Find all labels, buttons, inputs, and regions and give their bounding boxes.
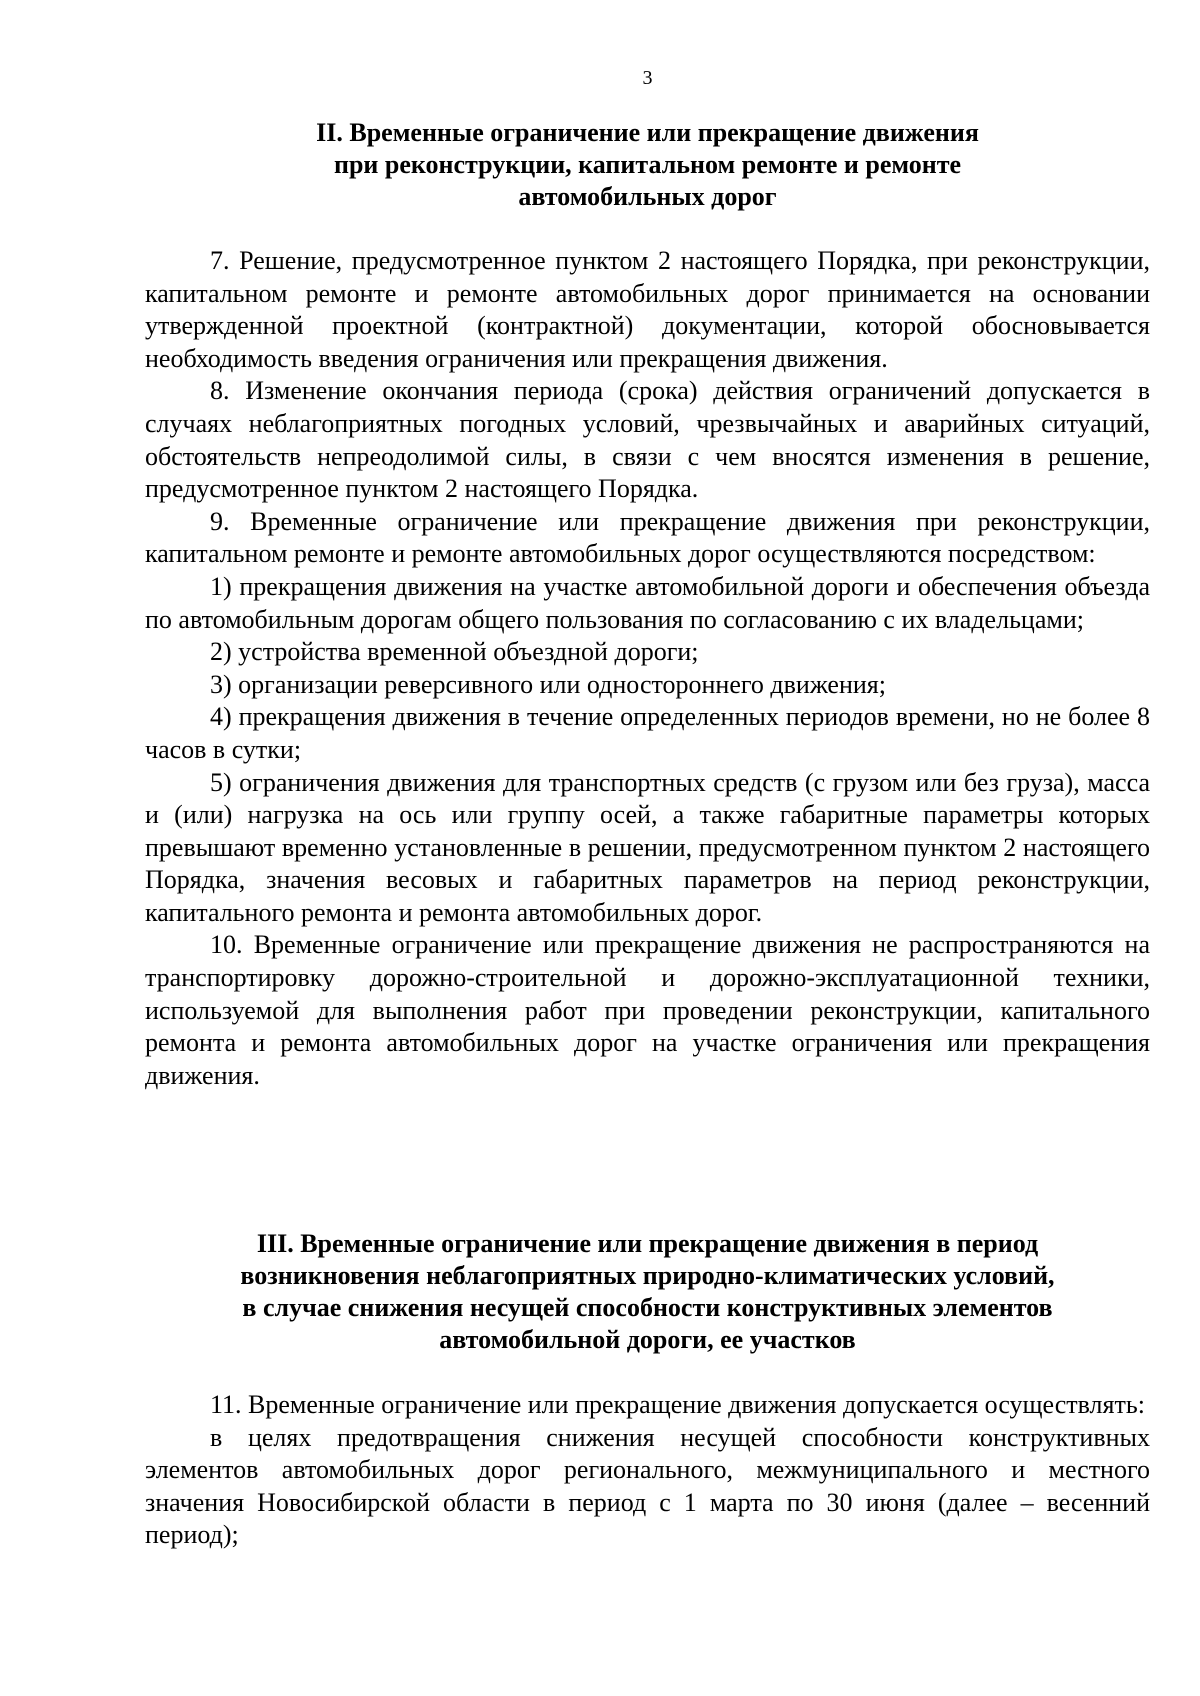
section-3-heading-line: автомобильной дороги, ее участков	[439, 1325, 856, 1354]
section-3-heading-line: в случае снижения несущей способности конструктивных элементов	[242, 1293, 1053, 1322]
list-item-2: 2) устройства временной объездной дороги;	[210, 637, 699, 667]
list-item-4: 4) прекращения движения в течение определенных периодов времени, но не более 8 часов в сутки;	[145, 702, 1150, 764]
section-3-heading-line: III. Временные ограничение или прекращение движения в период	[256, 1229, 1039, 1258]
paragraph-10: 10. Временные ограничение или прекращение движения не распространяются на транспортировку дорожно-строительной и дорожно-эксплуатационной техники, используемой для выполнения работ при проведении реконструкции, капитального ремонта и ремонта автомобильных дорог на участке ограничения или прекращения движения.	[145, 930, 1150, 1090]
section-2-body	[145, 245, 1150, 1092]
page-number: 3	[642, 67, 653, 89]
list-item-3: 3) организации реверсивного или одностороннего движения;	[210, 669, 886, 699]
paragraph-11: 11. Временные ограничение или прекращение движения допускается осуществлять:	[210, 1390, 1145, 1419]
section-2-heading-line: II. Временные ограничение или прекращение движения	[316, 118, 979, 147]
paragraph-7: 7. Решение, предусмотренное пунктом 2 настоящего Порядка, при реконструкции, капитальном ремонте и ремонте автомобильных дорог принимается на основании утвержденной проектной (контрактной) документации, которой обосновывается необходимость введения ограничения или прекращения движения.	[145, 246, 1150, 373]
section-3-heading-line: возникновения неблагоприятных природно-климатических условий,	[240, 1261, 1055, 1290]
section-2-heading-line: при реконструкции, капитальном ремонте и ремонте	[333, 150, 962, 179]
section-3-body	[145, 1389, 1150, 1552]
paragraph-8: 8. Изменение окончания периода (срока) действия ограничений допускается в случаях неблагоприятных погодных условий, чрезвычайных и аварийных ситуаций, обстоятельств непреодолимой силы, в связи с чем вносятся изменения в решение, предусмотренное пунктом 2 настоящего Порядка.	[145, 376, 1150, 504]
section-2-heading-line: автомобильных дорог	[518, 182, 777, 211]
list-item-5: 5) ограничения движения для транспортных средств (с грузом или без груза), масса и (или) нагрузка на ось или группу осей, а также габаритные параметры которых превышают временно установленные в решении, предусмотренном пунктом 2 настоящего Порядка, значения весовых и габаритных параметров на период реконструкции, капитального ремонта и ремонта автомобильных дорог.	[145, 767, 1150, 927]
section-2-heading	[145, 117, 1150, 213]
paragraph-9: 9. Временные ограничение или прекращение движения при реконструкции, капитальном ремонте и ремонте автомобильных дорог осуществляются посредством:	[145, 506, 1150, 569]
list-item-1: 1) прекращения движения на участке автомобильной дороги и обеспечения объезда по автомобильным дорогам общего пользования по согласованию с их владельцами;	[145, 571, 1150, 634]
paragraph-11-item: в целях предотвращения снижения несущей способности конструктивных элементов автомобильных дорог регионального, межмуниципального и местного значения Новосибирской области в период с 1 марта по 30 июня (далее – весенний период);	[145, 1422, 1150, 1550]
section-3-heading	[145, 1228, 1150, 1356]
